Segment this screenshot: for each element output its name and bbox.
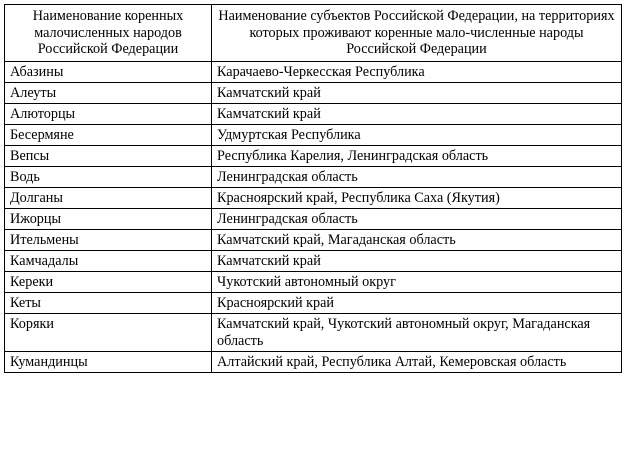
table-row <box>5 313 622 351</box>
header-regions: Наименование субъектов Российской Федерации, на территориях которых проживают коренные мало-численные народы Российской Федерации <box>212 5 622 62</box>
people-name: Бесермяне <box>5 124 212 145</box>
people-name: Коряки <box>5 313 212 351</box>
header-peoples: Наименование коренных малочисленных народов Российской Федерации <box>5 5 212 62</box>
people-name: Долганы <box>5 187 212 208</box>
people-name: Кереки <box>5 271 212 292</box>
people-name: Кумандинцы <box>5 351 212 372</box>
region-names: Камчатский край <box>212 103 622 124</box>
region-names: Красноярский край, Республика Саха (Якутия) <box>212 187 622 208</box>
region-names: Красноярский край <box>212 292 622 313</box>
table-row <box>5 292 622 313</box>
table-row <box>5 103 622 124</box>
people-name: Абазины <box>5 61 212 82</box>
table-row <box>5 229 622 250</box>
region-names: Камчатский край, Магаданская область <box>212 229 622 250</box>
table-row <box>5 351 622 372</box>
region-names: Чукотский автономный округ <box>212 271 622 292</box>
table-header-row <box>5 5 622 62</box>
people-name: Ижорцы <box>5 208 212 229</box>
people-name: Алеуты <box>5 82 212 103</box>
region-names: Республика Карелия, Ленинградская область <box>212 145 622 166</box>
region-names: Камчатский край <box>212 250 622 271</box>
people-name: Камчадалы <box>5 250 212 271</box>
region-names: Алтайский край, Республика Алтай, Кемеровская область <box>212 351 622 372</box>
region-names: Карачаево-Черкесская Республика <box>212 61 622 82</box>
table-row <box>5 208 622 229</box>
people-name: Ительмены <box>5 229 212 250</box>
region-names: Ленинградская область <box>212 166 622 187</box>
table-row <box>5 166 622 187</box>
table-row <box>5 250 622 271</box>
table-row <box>5 187 622 208</box>
peoples-table <box>4 4 622 373</box>
people-name: Кеты <box>5 292 212 313</box>
table-row <box>5 145 622 166</box>
table-row <box>5 82 622 103</box>
region-names: Ленинградская область <box>212 208 622 229</box>
people-name: Алюторцы <box>5 103 212 124</box>
region-names: Удмуртская Республика <box>212 124 622 145</box>
people-name: Вепсы <box>5 145 212 166</box>
table-row <box>5 61 622 82</box>
table-row <box>5 124 622 145</box>
people-name: Водь <box>5 166 212 187</box>
region-names: Камчатский край, Чукотский автономный округ, Магаданская область <box>212 313 622 351</box>
region-names: Камчатский край <box>212 82 622 103</box>
table-row <box>5 271 622 292</box>
